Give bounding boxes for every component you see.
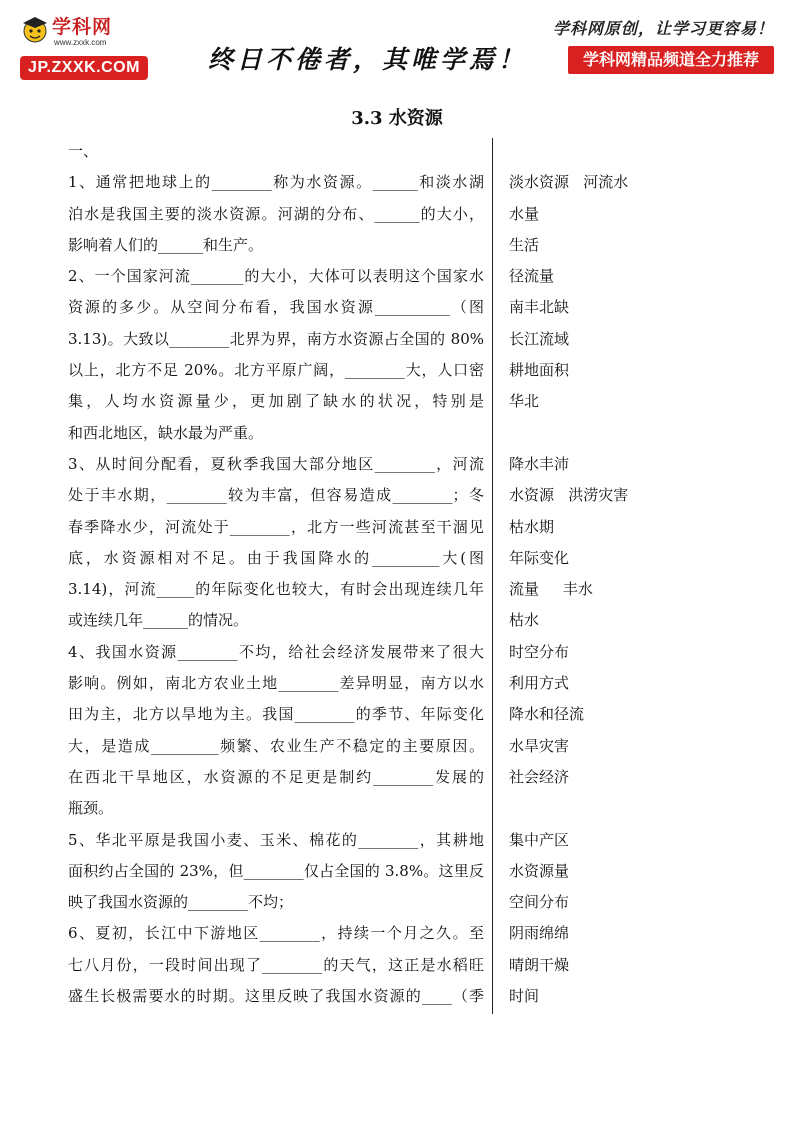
answer-column [509,136,709,1012]
brand-site: www.zxxk.com [54,38,107,47]
logo [20,12,150,82]
question-line: 4、我国水资源________不均，给社会经济发展带来了很大 [68,642,484,661]
question-line: 田为主，北方以旱地为主。我国________的季节、年际变化 [68,705,484,724]
answer-line: 降水丰沛 [509,454,570,473]
page-title: 3.3 水资源 [351,108,443,129]
question-line: 七八月份，一段时间出现了________的天气，这正是水稻旺 [68,955,484,974]
answer-line: 水旱灾害 [509,736,570,755]
answer-line: 长江流域 [509,329,570,348]
column-divider [492,138,493,1014]
question-line: 集，人均水资源量少，更加剧了缺水的状况，特别是 [68,392,484,411]
question-line: 和西北地区，缺水最为严重。 [68,423,264,442]
question-line: 1、通常把地球上的________称为水资源。______和淡水湖 [68,173,484,192]
answer-line: 利用方式 [509,674,570,693]
question-line: 3.14)，河流_____的年际变化也较大，有时会出现连续几年 [68,580,484,599]
answer-line: 降水和径流 [509,705,585,724]
answer-line: 水量 [509,204,540,223]
mascot-icon [20,14,50,44]
answer-line: 南丰北缺 [509,298,570,317]
site-badge[interactable]: JP.ZXXK.COM [20,56,148,80]
answer-line: 生活 [509,235,540,254]
answer-line: 阴雨绵绵 [509,924,570,943]
question-line: 6、夏初，长江中下游地区________，持续一个月之久。至 [68,924,484,943]
answer-line: 耕地面积 [509,361,570,380]
question-line: 3、从时间分配看，夏秋季我国大部分地区________，河流 [68,454,484,473]
question-line: 以上，北方不足 20%。北方平原广阔，________大，人口密 [68,361,484,380]
answer-line [509,136,709,167]
answer-line: 社会经济 [509,767,570,786]
answer-line: 水资源量 [509,861,570,880]
answer-line: 空间分布 [509,893,570,912]
answer-line: 集中产区 [509,830,570,849]
answer-line: 时空分布 [509,642,570,661]
question-column [68,136,484,1012]
question-line: 大，是造成_________频繁、农业生产不稳定的主要原因。 [68,736,484,755]
slogan: 学科网原创，让学习更容易！ [552,19,774,38]
answer-line: 时间 [509,987,540,1006]
brand-name: 学科网 [52,16,113,38]
question-line: 处于丰水期，________较为丰富，但容易造成________；冬 [68,486,484,505]
question-line: 春季降水少，河流处于________，北方一些河流甚至干涸见 [68,517,484,536]
answer-line: 淡水资源 河流水 [509,173,629,192]
answer-line [509,418,709,449]
question-line: 面积约占全国的 23%，但________仅占全国的 3.8%。这里反 [68,861,484,880]
question-line: 2、一个国家河流_______的大小，大体可以表明这个国家水 [68,267,484,286]
question-line: 映了我国水资源的________不均； [68,893,294,912]
question-line: 5、华北平原是我国小麦、玉米、棉花的________，其耕地 [68,830,484,849]
question-line: 3.13)。大致以________北界为界，南方水资源占全国的 80% [68,329,484,348]
answer-line: 径流量 [509,267,555,286]
question-line: 泊水是我国主要的淡水资源。河湖的分布、______的大小， [68,204,484,223]
question-line: 盛生长极需要水的时期。这里反映了我国水资源的____（季 [68,987,484,1006]
answer-line: 年际变化 [509,548,570,567]
motto: 终日不倦者，其唯学焉！ [208,45,528,74]
question-line: 底，水资源相对不足。由于我国降水的_________大(图 [68,548,484,567]
question-line: 资源的多少。从空间分布看，我国水资源__________（图 [68,298,484,317]
promo-banner[interactable]: 学科网精品频道全力推荐 [568,46,774,74]
answer-line: 枯水期 [509,517,555,536]
question-line: 影响。例如，南北方农业土地________差异明显，南方以水 [68,674,484,693]
answer-line: 晴朗干燥 [509,955,570,974]
question-line: 瓶颈。 [68,799,114,818]
answer-line [509,793,709,824]
question-line: 或连续几年______的情况。 [68,611,249,630]
answer-line: 枯水 [509,611,540,630]
question-line: 一、 [68,142,99,160]
answer-line: 华北 [509,392,540,411]
question-line: 在西北干旱地区，水资源的不足更是制约________发展的 [68,767,484,786]
question-line: 影响着人们的______和生产。 [68,235,264,254]
answer-line: 流量 丰水 [509,580,593,599]
answer-line: 水资源 洪涝灾害 [509,486,629,505]
